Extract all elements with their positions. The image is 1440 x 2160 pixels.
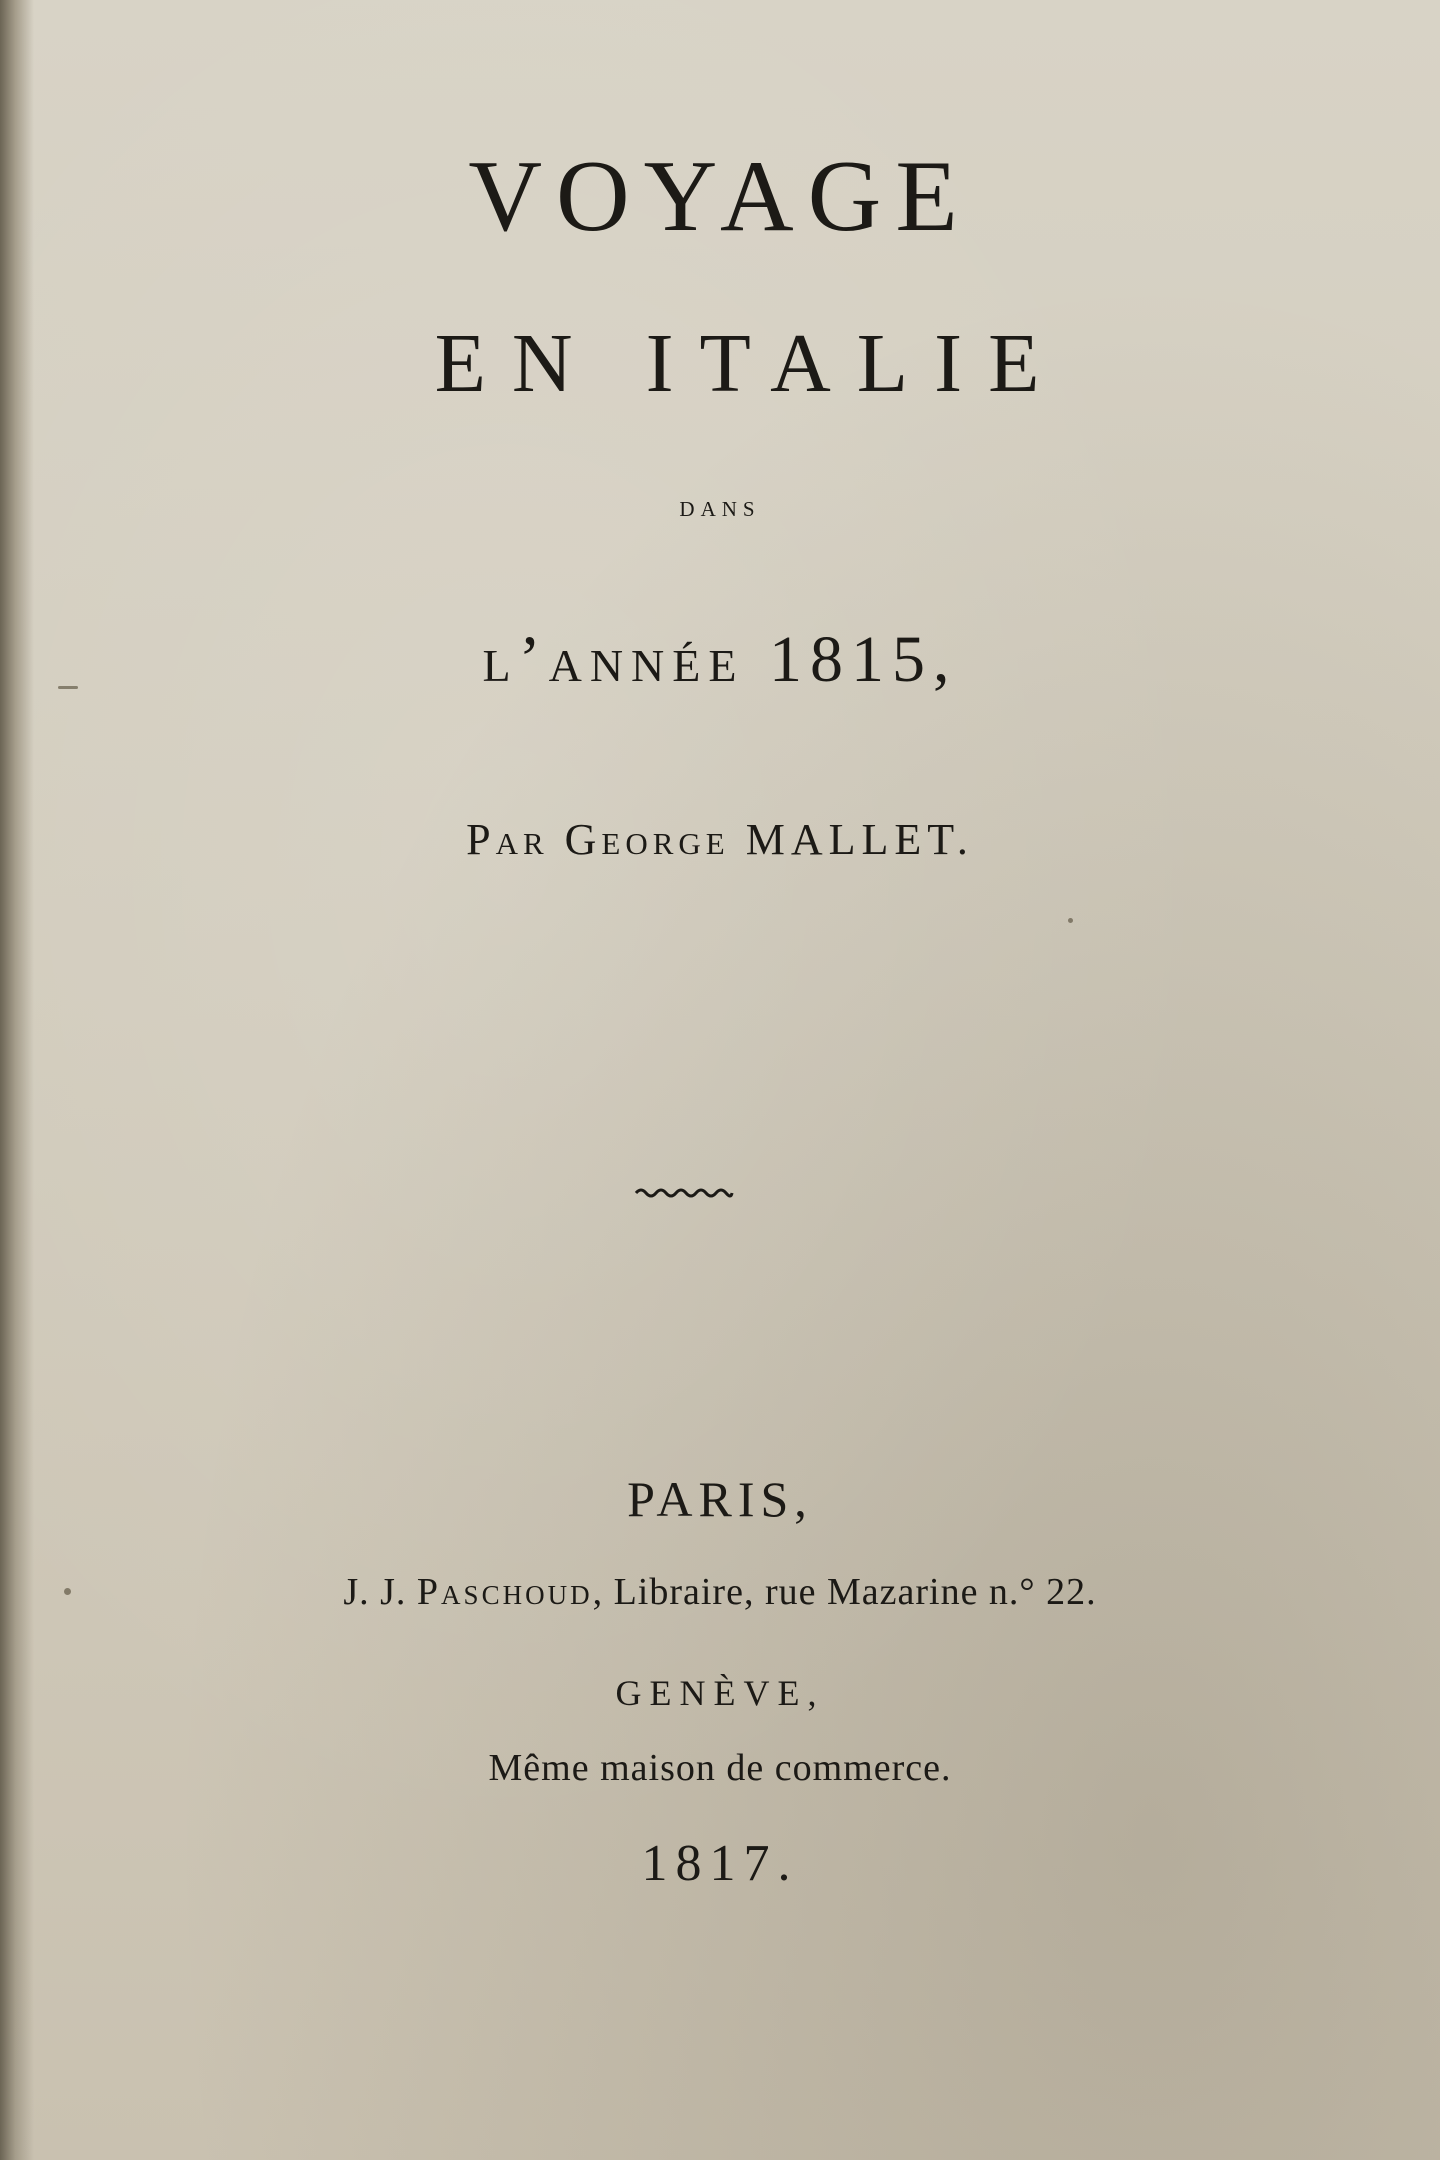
book-title-line-1: VOYAGE [468,140,972,253]
foxing-spot [1068,918,1073,923]
imprint-publisher-line [0,1570,1440,1614]
wavy-rule-ornament-icon [634,1186,734,1200]
title-connector: dans [679,490,761,523]
book-title-line-2: EN ITALIE [434,317,1066,410]
publisher-initials: J. J. [343,1571,407,1613]
book-title-year-line: l’année 1815, [482,623,958,696]
imprint-city-geneve: GENÈVE, [615,1673,825,1713]
publisher-name: Paschoud [416,1571,593,1613]
publisher-address: , Libraire, rue Mazarine n.° 22. [592,1571,1097,1613]
imprint-year: 1817. [641,1835,799,1892]
imprint-branch-note: Même maison de commerce. [488,1747,952,1789]
author-prefix: Par George [466,815,730,864]
author-surname: MALLET. [745,815,974,864]
imprint-city-paris: PARIS, [627,1471,813,1527]
author-line [0,814,1440,865]
